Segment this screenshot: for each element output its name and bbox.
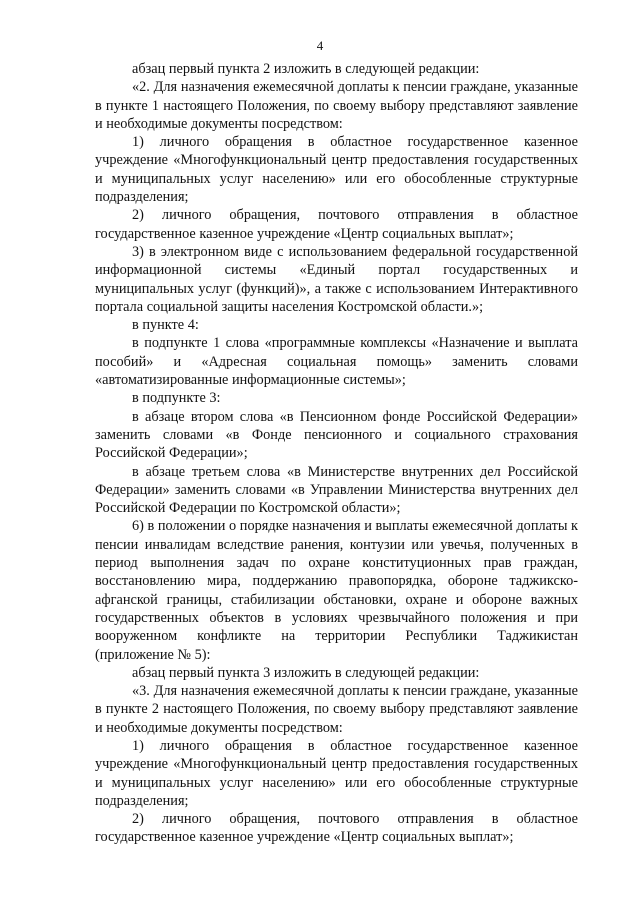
document-body [95, 60, 578, 847]
paragraph: в подпункте 3: [132, 390, 221, 407]
paragraph: 1) личного обращения в областное государственное казенное учреждение «Многофункциональный центр предоставления государственных и муниципальных услуг населению» или его обособленные структурные подразделения; [95, 737, 578, 809]
paragraph: в абзаце втором слова «в Пенсионном фонде Российской Федерации» заменить словами «в Фонде пенсионного и социального страхования Российской Федерации»; [95, 408, 578, 462]
paragraph: в подпункте 1 слова «программные комплексы «Назначение и выплата пособий» и «Адресная социальная помощь» заменить словами «автоматизированные информационные системы»; [95, 335, 578, 389]
paragraph: в пункте 4: [132, 317, 199, 334]
paragraph: 2) личного обращения, почтового отправления в областное государственное казенное учреждение «Центр социальных выплат»; [95, 207, 578, 242]
paragraph: «2. Для назначения ежемесячной доплаты к пенсии граждане, указанные в пункте 1 настоящего Положения, по своему выбору представляют заявление и необходимые документы посредством: [95, 79, 578, 132]
paragraph: абзац первый пункта 2 изложить в следующей редакции: [132, 61, 480, 77]
paragraph: 1) личного обращения в областное государственное казенное учреждение «Многофункциональный центр предоставления государственных и муниципальных услуг населению» или его обособленные структурные подразделения; [95, 134, 578, 206]
paragraph: «3. Для назначения ежемесячной доплаты к пенсии граждане, указанные в пункте 2 настоящего Положения, по своему выбору представляют заявление и необходимые документы посредством: [95, 683, 578, 736]
paragraph: 3) в электронном виде с использованием федеральной государственной информационной системы «Единый портал государственных и муниципальных услуг (функций)», а также с использованием Интерактивного портала социальной защиты населения Костромской области.»; [95, 243, 578, 315]
paragraph: абзац первый пункта 3 изложить в следующей редакции: [132, 664, 480, 681]
paragraph: 6) в положении о порядке назначения и выплаты ежемесячной доплаты к пенсии инвалидам вследствие ранения, контузии или увечья, полученных в период выполнения задач по охране конституционных прав граждан, восстановлению мира, поддержанию правопорядка, обороне таджикско-афганской границы, стабилизации обстановки, охране и обороне важных государственных объектов в условиях чрезвычайного положения и при вооруженном конфликте на территории Республики Таджикистан (приложение № 5): [95, 518, 578, 663]
page-number: 4 [316, 38, 324, 53]
paragraph: в абзаце третьем слова «в Министерстве внутренних дел Российской Федерации» заменить словами «в Управлении Министерства внутренних дел Российской Федерации по Костромской области»; [95, 463, 578, 517]
paragraph: 2) личного обращения, почтового отправления в областное государственное казенное учреждение «Центр социальных выплат»; [95, 811, 578, 846]
